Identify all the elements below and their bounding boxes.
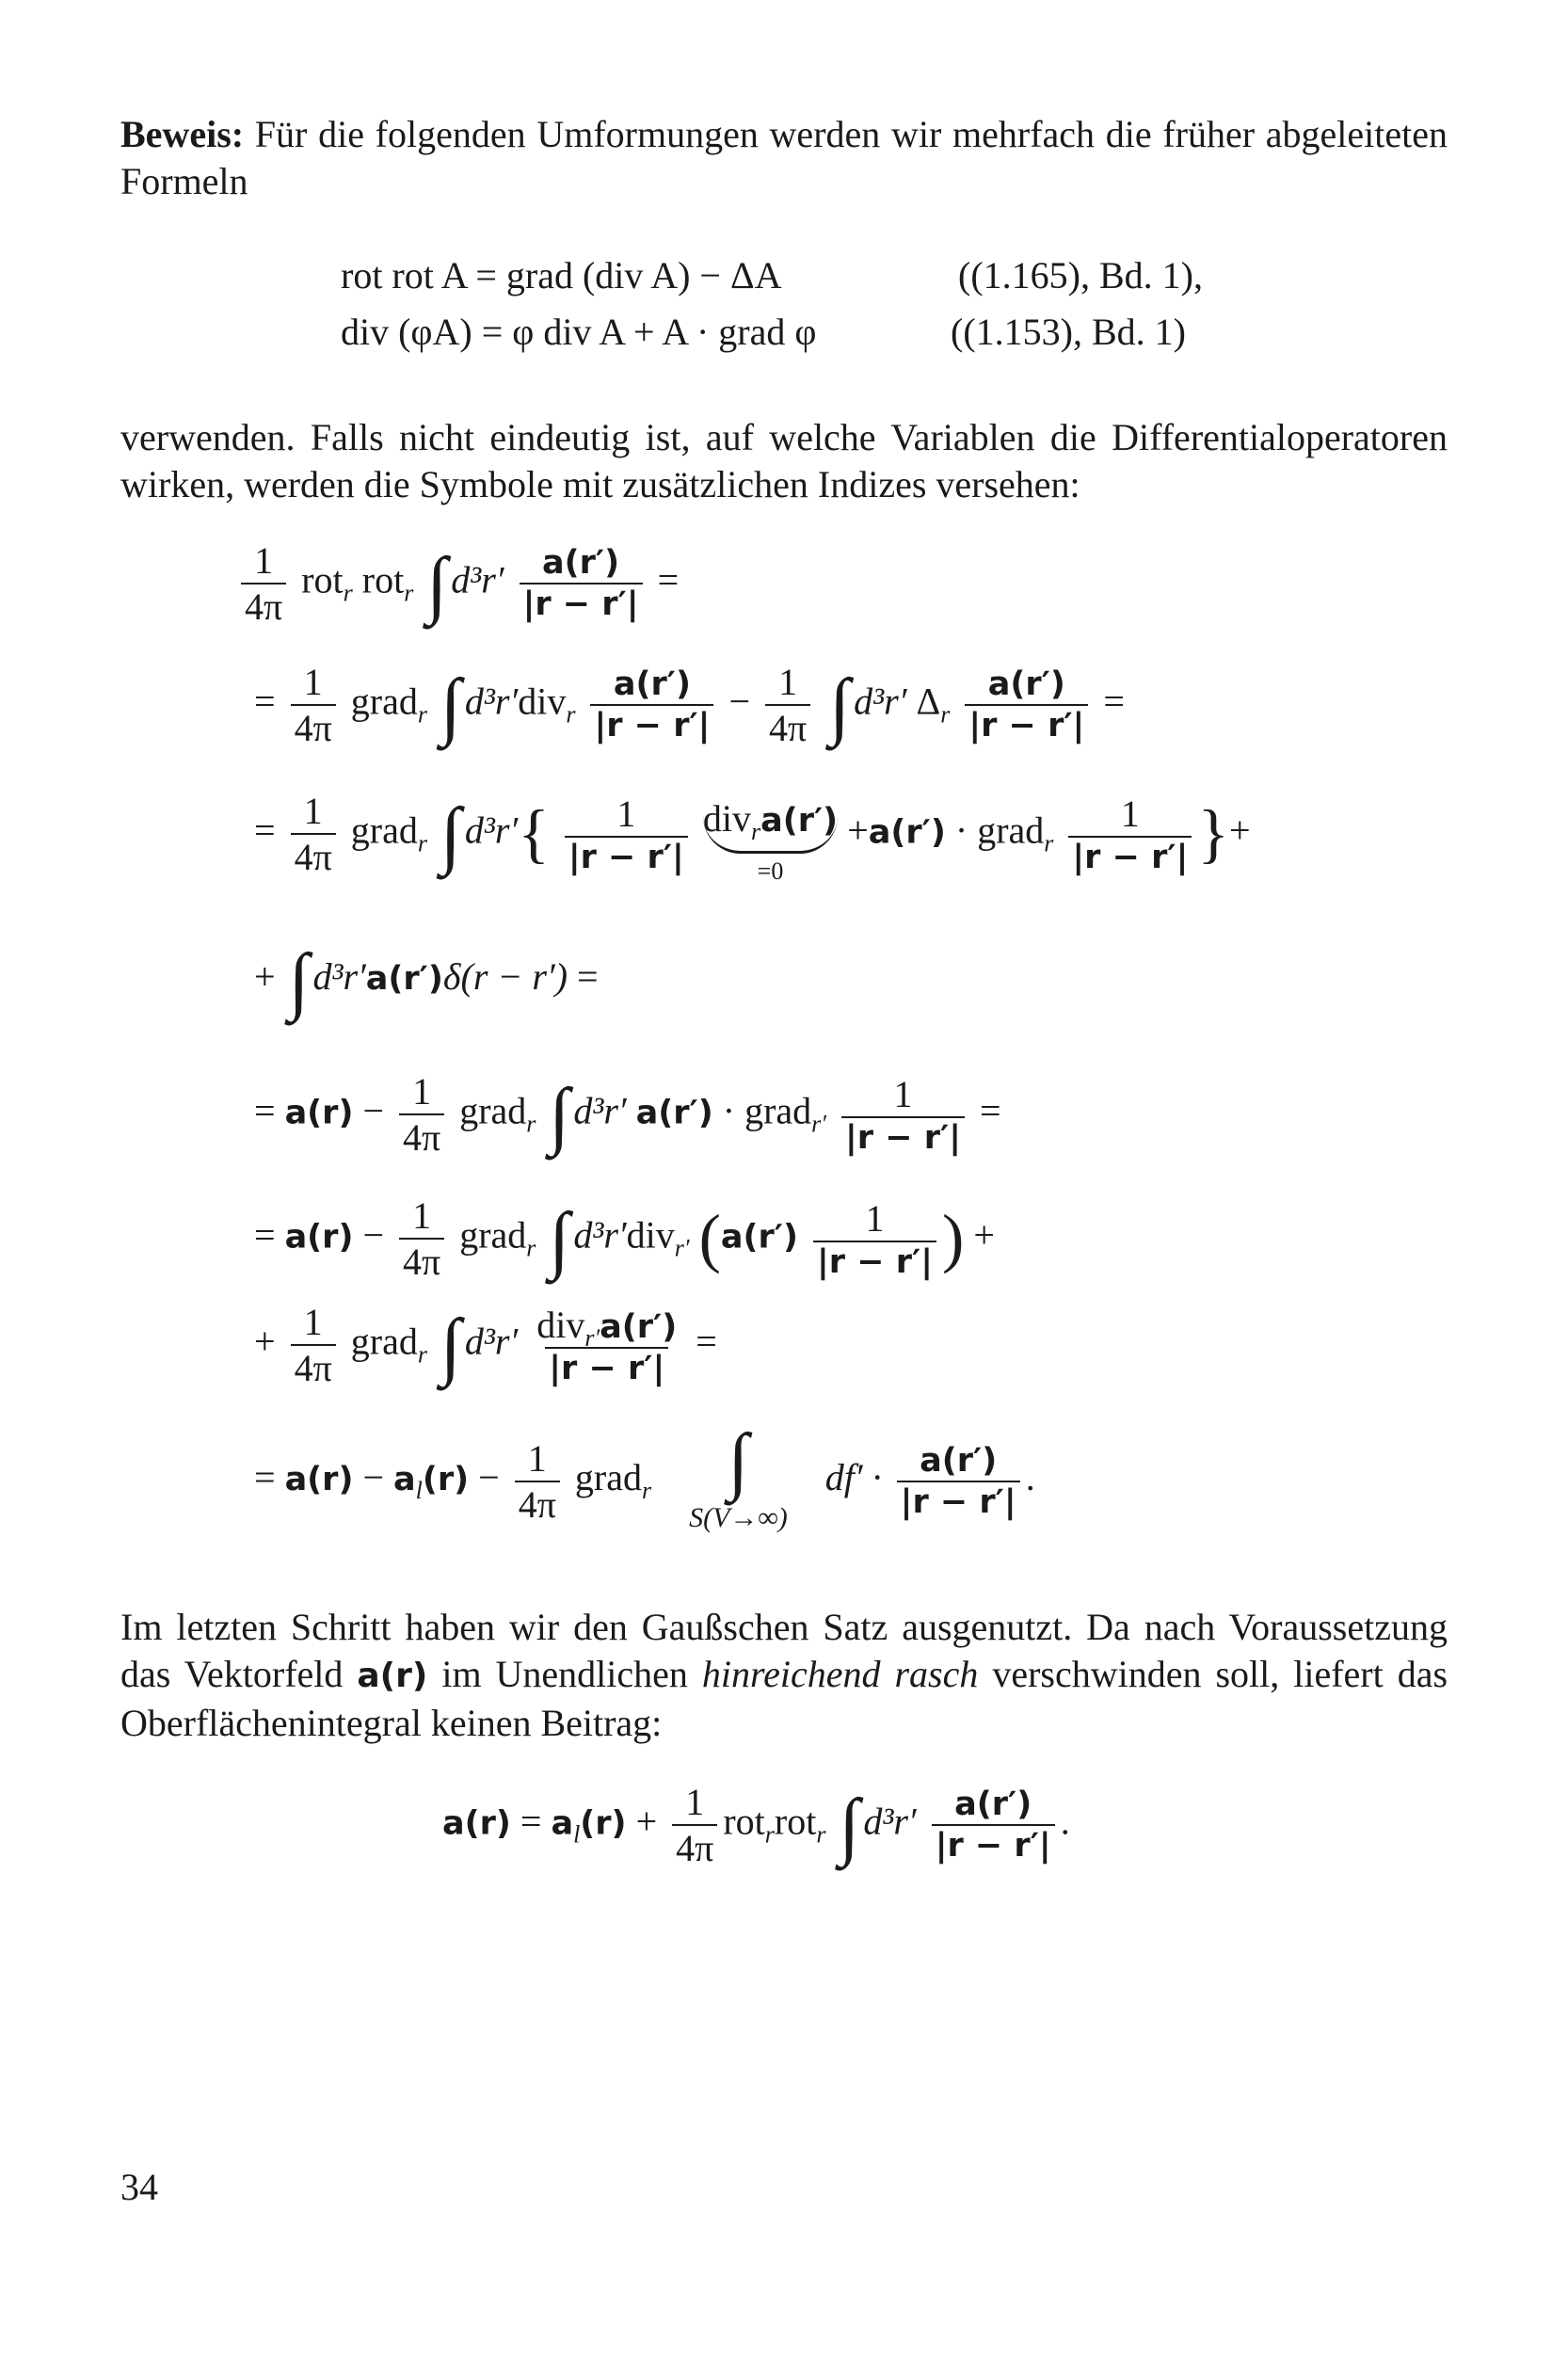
eq-line-2: = $\frac{1}{4\pi}$ grad$_r$ ∫ d³r′div$_r$ $\frac{a(r')}{|r - r'|}$ − $\frac{1}{4\pi}$ ∫ d³r′ $\Delta_r$ $\frac{a(r')}{|r - r'|}$ = <box>254 661 1125 749</box>
formula-ref-2 <box>951 309 1186 356</box>
frac-a-over-dist: $\frac{a(r')}{|r - r'|}$ <box>590 668 713 743</box>
eq-line-1: $\frac{1}{4\pi}$ rot$_r$ rot$_r$ ∫ d³r′ $\frac{a(r')}{|r - r'|}$ = <box>235 542 679 626</box>
eq-line-5: = a(r) − $\frac{1}{4\pi}$ grad$_r$ ∫ d³r′ a(r′) · grad$_{r'}$ $\frac{1}{|r - r'|}$ = <box>254 1070 1001 1159</box>
frac-1-4pi: $\frac{1}{4\pi}$ <box>291 793 336 876</box>
rot-op: rot <box>301 558 344 601</box>
grad-op: grad <box>350 809 418 852</box>
paragraph-2 <box>120 414 1448 508</box>
frac-div-a-over-dist: $\frac{div_{r'}a(r')}{|r - r'|}$ <box>536 1303 678 1387</box>
grad-op: grad <box>744 1089 812 1132</box>
grad-op: grad <box>459 1213 527 1257</box>
frac-1-4pi: $\frac{1}{4\pi}$ <box>291 664 336 747</box>
integral-sign: ∫ <box>288 939 310 1022</box>
intro-paragraph <box>120 111 1448 205</box>
underbrace-div-a: div$_r$a(r′) =0 <box>703 793 838 884</box>
surface-integral: ∫ S(V→∞) <box>689 1419 788 1533</box>
frac-a-over-dist: $\frac{a(r')}{|r - r'|}$ <box>897 1445 1020 1519</box>
formula-div-phi-text: div (φA) = φ div A + A · grad φ <box>341 311 817 353</box>
eq-line-8: = $a(r) - a_l(r)$ − $\frac{1}{4\pi}$ grad$_r$ ∫ S(V→∞) df′ · $\frac{a(r')}{|r - r'|}$ . <box>254 1419 1035 1533</box>
grad-op: grad <box>574 1456 642 1499</box>
formula-ref-1-text: ((1.165), Bd. 1), <box>958 254 1203 296</box>
integral-sign: ∫ <box>426 542 448 626</box>
eq-line-7: + $\frac{1}{4\pi}$ grad$_r$ ∫ d³r′ $\frac{div_{r'}a(r')}{|r - r'|}$ = <box>254 1301 717 1389</box>
rot-op: rot <box>361 558 405 601</box>
formula-rot-rot-text: rot rot A = grad (div A) − ΔA <box>341 254 782 296</box>
grad-op: grad <box>350 680 418 723</box>
integral-sign: ∫ <box>549 1073 570 1157</box>
grad-op: grad <box>459 1089 527 1132</box>
frac-1-over-dist: $\frac{1}{|r - r'|}$ <box>565 795 688 874</box>
frac-1-4pi: $\frac{1}{4\pi}$ <box>399 1073 444 1157</box>
formula-ref-1 <box>958 252 1203 299</box>
frac-1-over-dist: $\frac{1}{|r - r'|}$ <box>841 1076 965 1155</box>
integral-sign: ∫ <box>549 1197 570 1281</box>
intro-text: Für die folgenden Umformungen werden wir mehrfach die früher abgeleiteten Formeln <box>120 113 1448 202</box>
frac-1-4pi: $\frac{1}{4\pi}$ <box>399 1197 444 1281</box>
frac-1-over-dist: $\frac{1}{|r - r'|}$ <box>813 1200 936 1279</box>
frac-1-4pi: $\frac{1}{4\pi}$ <box>765 664 810 747</box>
grad-op: grad <box>350 1320 418 1363</box>
frac-a-over-dist: $\frac{a(r')}{|r - r'|}$ <box>932 1788 1055 1863</box>
frac-a-over-dist: $\frac{a(r')}{|r - r'|}$ <box>520 547 643 621</box>
integral-sign: ∫ <box>440 793 461 876</box>
integral-sign: ∫ <box>839 1784 860 1867</box>
frac-1-over-dist: $\frac{1}{|r - r'|}$ <box>1068 795 1192 874</box>
proof-label: Beweis: <box>120 113 245 155</box>
paragraph-3: Im letzten Schritt haben wir den Gaußschen Satz ausgenutzt. Da nach Voraussetzung das Vektorfeld a(r) im Unendlichen hinreichend rasch verschwinden soll, liefert das Oberflächenintegral keinen Beitrag: <box>120 1606 1448 1744</box>
grad-op: grad <box>977 809 1045 852</box>
eq-line-4: + ∫ d³r′a(r′)δ(r − r′) = <box>254 939 599 1022</box>
integral-sign: ∫ <box>440 664 461 747</box>
frac-1-4pi: $\frac{1}{4\pi}$ <box>241 542 286 626</box>
formula-ref-2-text: ((1.153), Bd. 1) <box>951 311 1186 353</box>
final-equation: $a(r) = a_l(r)$ + $\frac{1}{4\pi}$ rot$_r$rot$_r$ ∫ d³r′ $\frac{a(r')}{|r - r'|}$ . <box>442 1781 1070 1869</box>
frac-1-4pi: $\frac{1}{4\pi}$ <box>515 1440 560 1524</box>
formula-div-phi <box>341 309 816 356</box>
paragraph-2-text: verwenden. Falls nicht eindeutig ist, auf welche Variablen die Differentialoperatoren wirken, werden die Symbole mit zusätzlichen Indizes versehen: <box>120 416 1448 505</box>
formula-rot-rot <box>341 252 782 299</box>
frac-1-4pi: $\frac{1}{4\pi}$ <box>291 1304 336 1387</box>
eq-line-3: = $\frac{1}{4\pi}$ grad$_r$ ∫ d³r′{ $\frac{1}{|r - r'|}$ div$_r$a(r′) =0 +a(r′) · grad$_r$ $\frac{1}{|r - r'|}$ }+ <box>254 790 1251 885</box>
eq-line-6: = a(r) − $\frac{1}{4\pi}$ grad$_r$ ∫ d³r′div$_{r'}$ (a(r′) $\frac{1}{|r - r'|}$ ) + <box>254 1194 995 1283</box>
frac-1-4pi: $\frac{1}{4\pi}$ <box>672 1784 717 1867</box>
page-number: 34 <box>120 2166 158 2208</box>
integral-sign: ∫ <box>440 1304 461 1387</box>
frac-a-over-dist: $\frac{a(r')}{|r - r'|}$ <box>965 668 1088 743</box>
integral-sign: ∫ <box>829 664 851 747</box>
